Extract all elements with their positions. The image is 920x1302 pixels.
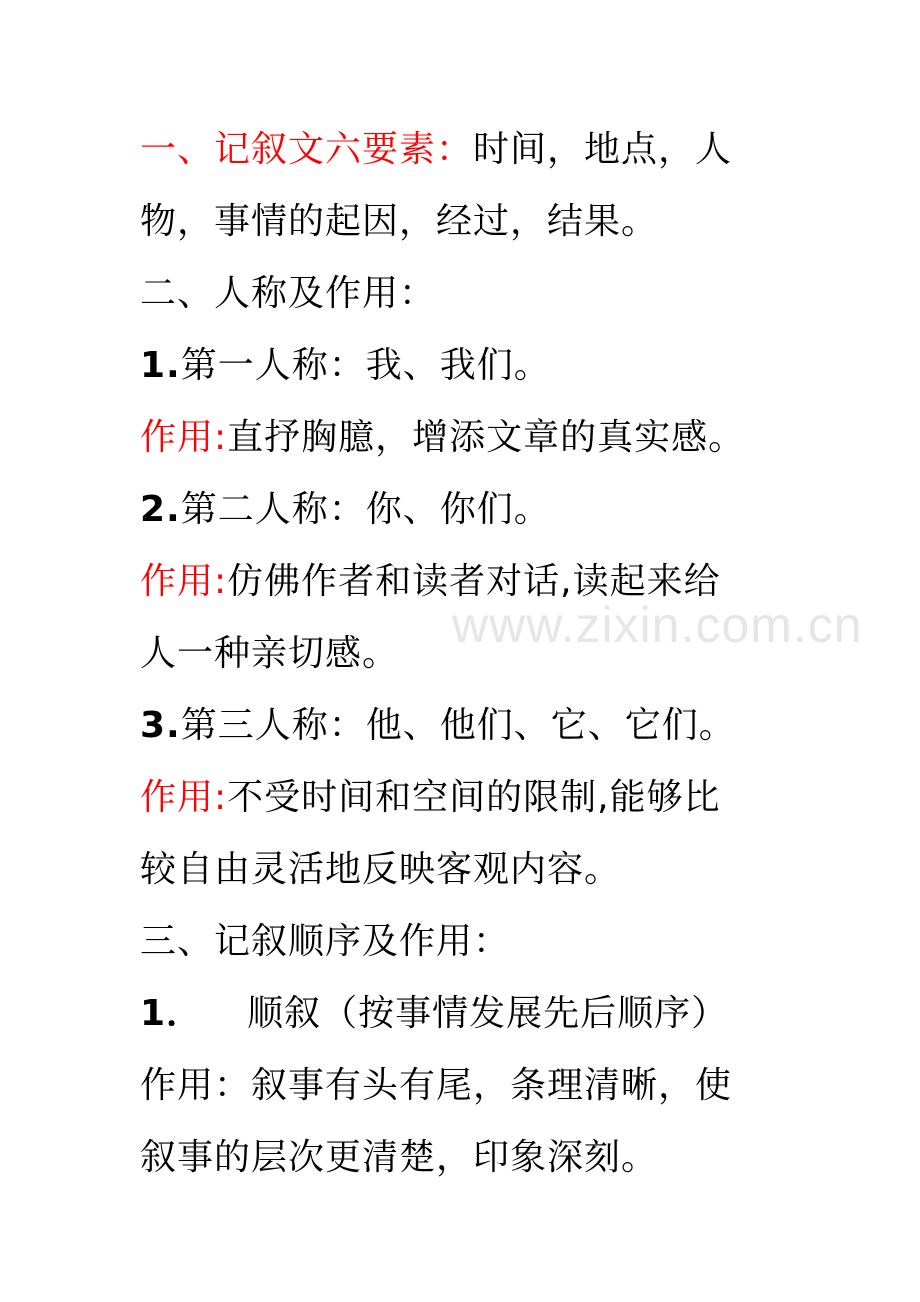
- effect-label: 作用:: [140, 417, 228, 458]
- document-body: [140, 114, 785, 1194]
- item-number: 3.: [140, 705, 181, 746]
- line-six-elements-cont: 物，事情的起因，经过，结果。: [140, 201, 659, 242]
- section-heading-six-elements: 一、记叙文六要素：: [140, 129, 474, 170]
- six-elements-text: 时间，地点，人: [473, 129, 733, 170]
- line-chronological-effect-cont: 叙事的层次更清楚，印象深刻。: [140, 1137, 659, 1178]
- effect-text: 直抒胸臆，增添文章的真实感。: [227, 417, 746, 458]
- line-chronological: [140, 978, 785, 1050]
- effect-label: 作用:: [140, 777, 228, 818]
- item-number: 1．: [140, 993, 204, 1034]
- effect-label: 作用:: [140, 561, 228, 602]
- line-second-person-effect: [140, 546, 785, 618]
- line-third-person: [140, 690, 785, 762]
- section-heading-person: 二、人称及作用：: [140, 273, 437, 314]
- item-number: 2.: [140, 489, 181, 530]
- chronological-text: 顺叙（按事情发展先后顺序）: [247, 993, 729, 1034]
- line-first-person-effect: [140, 402, 785, 474]
- line-six-elements: [140, 114, 785, 186]
- line-second-person: [140, 474, 785, 546]
- effect-text: 仿佛作者和读者对话,读起来给: [227, 561, 721, 602]
- effect-text: 不受时间和空间的限制,能够比: [227, 777, 721, 818]
- item-number: 1.: [140, 345, 181, 386]
- line-chronological-effect: 作用：叙事有头有尾，条理清晰，使: [140, 1065, 733, 1106]
- line-third-person-effect: [140, 762, 785, 834]
- section-heading-order: 三、记叙顺序及作用：: [140, 921, 511, 962]
- first-person-text: 第一人称：我、我们。: [180, 345, 551, 386]
- second-person-text: 第二人称：你、你们。: [180, 489, 551, 530]
- line-first-person: [140, 330, 785, 402]
- watermark-text: www.zixin.com.cn: [452, 597, 863, 653]
- third-person-text: 第三人称：他、他们、它、它们。: [180, 705, 736, 746]
- line-second-person-effect-cont: 人一种亲切感。: [140, 633, 400, 674]
- line-third-person-effect-cont: 较自由灵活地反映客观内容。: [140, 849, 622, 890]
